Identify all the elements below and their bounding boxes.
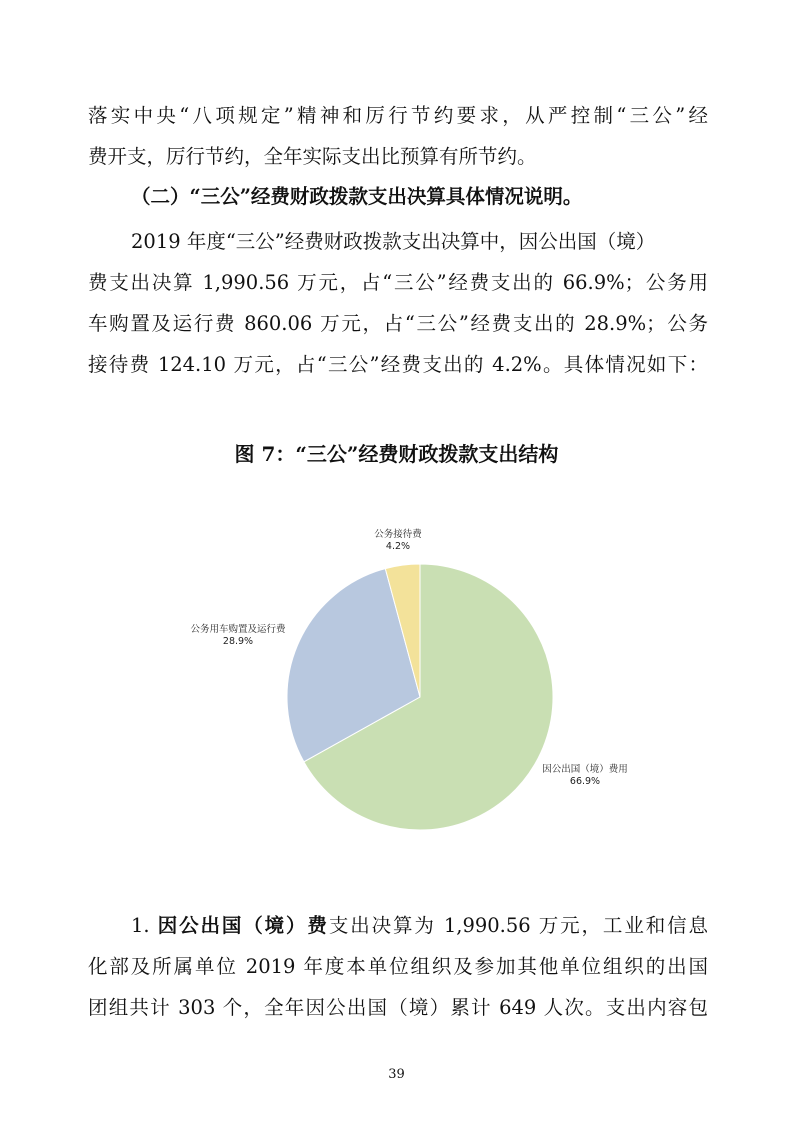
paragraph-2-line-4: 接待费 124.10 万元，占“三公”经费支出的 4.2%。具体情况如下： <box>88 353 708 376</box>
slice-percent-label: 4.2% <box>385 541 411 552</box>
slice-percent-label: 28.9% <box>222 636 254 647</box>
paragraph-3-line-3: 团组共计 303 个，全年因公出国（境）累计 649 人次。支出内容包 <box>88 996 708 1019</box>
paragraph-3-line-1 <box>131 914 708 938</box>
item-number: 1. <box>131 914 150 937</box>
slice-percent-label: 66.9% <box>569 776 601 787</box>
section-heading: （二）“三公”经费财政拨款支出决算具体情况说明。 <box>131 185 583 208</box>
paragraph-2-line-2: 费支出决算 1,990.56 万元，占“三公”经费支出的 66.9%；公务用 <box>88 271 708 294</box>
figure-title: 图 7：“三公”经费财政拨款支出结构 <box>234 442 559 466</box>
paragraph-3-line-1-rest: 支出决算为 1,990.56 万元，工业和信息 <box>328 914 708 937</box>
paragraph-2-line-1: 2019 年度“三公”经费财政拨款支出决算中，因公出国（境） <box>131 230 656 253</box>
paragraph-3-line-2: 化部及所属单位 2019 年度本单位组织及参加其他单位组织的出国 <box>88 955 708 978</box>
slice-label: 公务接待费 <box>374 529 422 540</box>
pie-slices <box>287 564 553 830</box>
page-number: 39 <box>388 1067 405 1082</box>
slice-label: 公务用车购置及运行费 <box>190 624 286 635</box>
paragraph-1-line-1: 落实中央“八项规定”精神和厉行节约要求，从严控制“三公”经 <box>88 104 708 127</box>
paragraph-2-line-3: 车购置及运行费 860.06 万元，占“三公”经费支出的 28.9%；公务 <box>88 312 708 335</box>
paragraph-1-line-2: 费开支，厉行节约，全年实际支出比预算有所节约。 <box>88 145 537 168</box>
slice-label: 因公出国（境）费用 <box>542 764 628 775</box>
bold-term: 因公出国（境）费 <box>157 914 329 937</box>
